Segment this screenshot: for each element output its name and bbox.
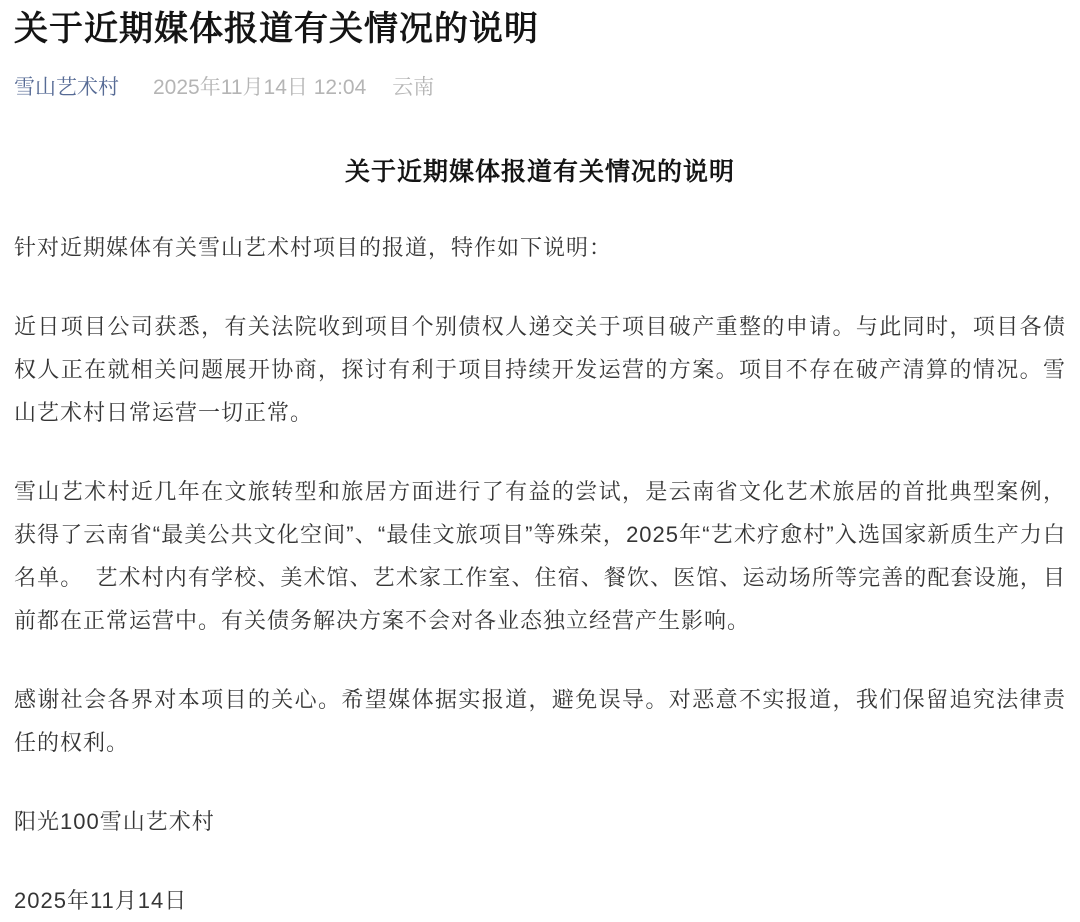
article-paragraph-achievements: 雪山艺术村近几年在文旅转型和旅居方面进行了有益的尝试，是云南省文化艺术旅居的首批典型案例，获得了云南省“最美公共文化空间”、“最佳文旅项目”等殊荣，2025年“艺术疗愈村”入选国家新质生产力白名单。 艺术村内有学校、美术馆、艺术家工作室、住宿、餐饮、医馆、运动场所等完善的配套设施，目前都在正常运营中。有关债务解决方案不会对各业态独立经营产生影响。 (14, 479, 1066, 633)
article-paragraph-thanks: 感谢社会各界对本项目的关心。希望媒体据实报道，避免误导。对恶意不实报道，我们保留追究法律责任的权利。 (14, 687, 1066, 755)
article-signature: 阳光100雪山艺术村 (14, 809, 215, 834)
article-paragraph-intro: 针对近期媒体有关雪山艺术村项目的报道，特作如下说明： (14, 235, 613, 260)
article-date: 2025年11月14日 (14, 888, 188, 913)
article-heading: 关于近期媒体报道有关情况的说明 (344, 158, 735, 186)
author-link[interactable]: 雪山艺术村 (14, 76, 119, 99)
article-paragraph-court-filing: 近日项目公司获悉，有关法院收到项目个别债权人递交关于项目破产重整的申请。与此同时，项目各债权人正在就相关问题展开协商，探讨有利于项目持续开发运营的方案。项目不存在破产清算的情况。雪山艺术村日常运营一切正常。 (14, 314, 1066, 425)
page-title: 关于近期媒体报道有关情况的说明 (14, 10, 539, 48)
article-header (14, 6, 1066, 102)
publish-datetime: 2025年11月14日 12:04 (153, 76, 367, 99)
publish-location: 云南 (392, 76, 435, 99)
article-body (14, 154, 1066, 922)
byline (14, 74, 1066, 102)
